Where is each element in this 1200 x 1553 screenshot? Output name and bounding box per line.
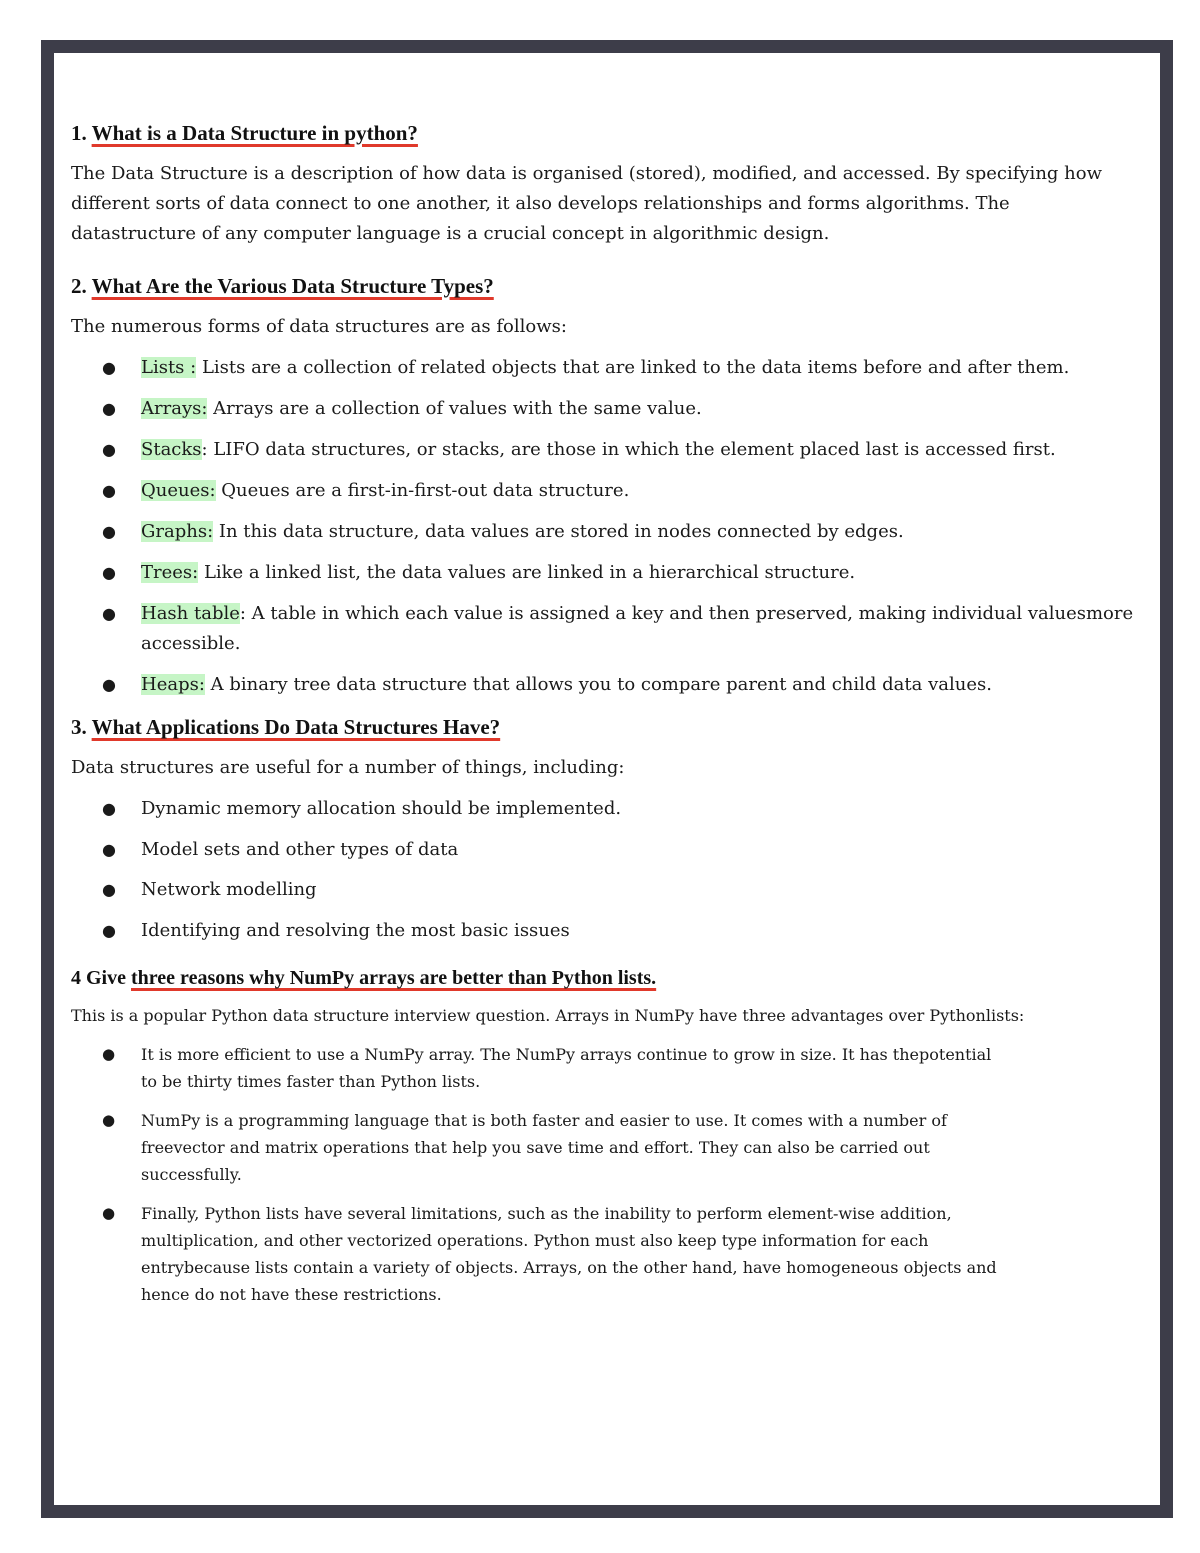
section-3-heading <box>71 712 1136 742</box>
list-item <box>71 835 1136 865</box>
list-item <box>71 353 1136 383</box>
section-4-number: 4 Give <box>71 967 126 989</box>
section-2-title: What Are the Various Data Structure Types? <box>91 274 494 298</box>
bullet-icon: ● <box>102 563 116 582</box>
section-4-title: three reasons why NumPy arrays are better than Python lists. <box>131 967 657 989</box>
applications-list <box>71 794 1136 946</box>
section-2-intro: The numerous forms of data structures are as follows: <box>71 316 567 337</box>
section-3-title: What Applications Do Data Structures Have? <box>91 715 501 739</box>
term-description: Queues are a first-in-first-out data structure. <box>215 480 630 501</box>
data-structure-types-list <box>71 353 1136 700</box>
term-highlight: Trees: <box>141 562 199 583</box>
term-highlight: Stacks <box>141 439 202 460</box>
term-highlight: Arrays: <box>141 398 208 419</box>
bullet-icon: ● <box>102 921 116 940</box>
list-item <box>71 1107 1021 1188</box>
term-description: Arrays are a collection of values with the same value. <box>207 398 702 419</box>
bullet-icon: ● <box>102 880 116 899</box>
term-description: In this data structure, data values are stored in nodes connected by edges. <box>213 521 904 542</box>
numpy-reasons-list <box>71 1041 1031 1308</box>
bullet-icon: ● <box>102 675 116 694</box>
list-item-text: Dynamic memory allocation should be implemented. <box>141 798 622 819</box>
document-content <box>71 118 1136 1308</box>
section-2-number: 2. <box>71 274 87 298</box>
list-item <box>71 794 1136 824</box>
list-item-text: Network modelling <box>141 879 317 900</box>
list-item-text: Model sets and other types of data <box>141 839 459 860</box>
list-item-text: It is more efficient to use a NumPy array. The NumPy arrays continue to grow in size. It has thepotential to be thirty times faster than Python lists. <box>141 1045 992 1091</box>
list-item <box>71 599 1136 659</box>
term-description: Like a linked list, the data values are linked in a hierarchical structure. <box>198 562 856 583</box>
list-item-text: NumPy is a programming language that is both faster and easier to use. It comes with a number of freevector and matrix operations that help you save time and effort. They can also be carried out successfully. <box>141 1111 947 1184</box>
bullet-icon: ● <box>102 840 116 859</box>
bullet-icon: ● <box>102 522 116 541</box>
section-1-title: What is a Data Structure in python? <box>91 121 418 145</box>
list-item <box>71 670 1136 700</box>
list-item <box>71 476 1136 506</box>
bullet-icon: ● <box>102 604 116 623</box>
term-description: A binary tree data structure that allows you to compare parent and child data values. <box>204 674 992 695</box>
list-item <box>71 435 1136 465</box>
section-3-number: 3. <box>71 715 87 739</box>
term-highlight: Graphs: <box>141 521 214 542</box>
list-item <box>71 1200 1021 1308</box>
term-description: Lists are a collection of related objects that are linked to the data items before and after them. <box>196 357 1070 378</box>
list-item-text: Finally, Python lists have several limitations, such as the inability to perform element-wise addition, multiplication, and other vectorized operations. Python must also keep type information for each entrybecause lists contain a variety of objects. Arrays, on the other hand, have homogeneous objects and hence do not have these restrictions. <box>141 1204 997 1304</box>
bullet-icon: ● <box>102 1111 116 1129</box>
bullet-icon: ● <box>102 1204 116 1222</box>
term-highlight: Queues: <box>141 480 216 501</box>
section-4-intro: This is a popular Python data structure interview question. Arrays in NumPy have three advantages over Pythonlists: <box>71 1006 1025 1025</box>
term-description: : A table in which each value is assigned a key and then preserved, making individual valuesmore accessible. <box>141 603 1134 654</box>
term-description: : LIFO data structures, or stacks, are those in which the element placed last is accessed first. <box>201 439 1056 460</box>
bullet-icon: ● <box>102 1045 116 1063</box>
section-2-heading <box>71 271 1136 301</box>
bullet-icon: ● <box>102 440 116 459</box>
list-item <box>71 394 1136 424</box>
section-3-intro: Data structures are useful for a number of things, including: <box>71 757 625 778</box>
bullet-icon: ● <box>102 358 116 377</box>
list-item <box>71 1041 1011 1095</box>
term-highlight: Hash table <box>141 603 240 624</box>
section-4-heading <box>71 963 1136 993</box>
bullet-icon: ● <box>102 399 116 418</box>
term-highlight: Lists : <box>141 357 197 378</box>
term-highlight: Heaps: <box>141 674 205 695</box>
section-4-body <box>71 1002 1136 1308</box>
section-1-paragraph: The Data Structure is a description of how data is organised (stored), modified, and accessed. By specifying how different sorts of data connect to one another, it also develops relationships and forms algorithms. The datastructure of any computer language is a crucial concept in algorithmic design. <box>71 163 1102 244</box>
section-1-number: 1. <box>71 121 87 145</box>
list-item-text: Identifying and resolving the most basic issues <box>141 920 570 941</box>
section-1-heading <box>71 118 1136 148</box>
list-item <box>71 875 1136 905</box>
list-item <box>71 558 1136 588</box>
bullet-icon: ● <box>102 481 116 500</box>
bullet-icon: ● <box>102 799 116 818</box>
list-item <box>71 517 1136 547</box>
list-item <box>71 916 1136 946</box>
